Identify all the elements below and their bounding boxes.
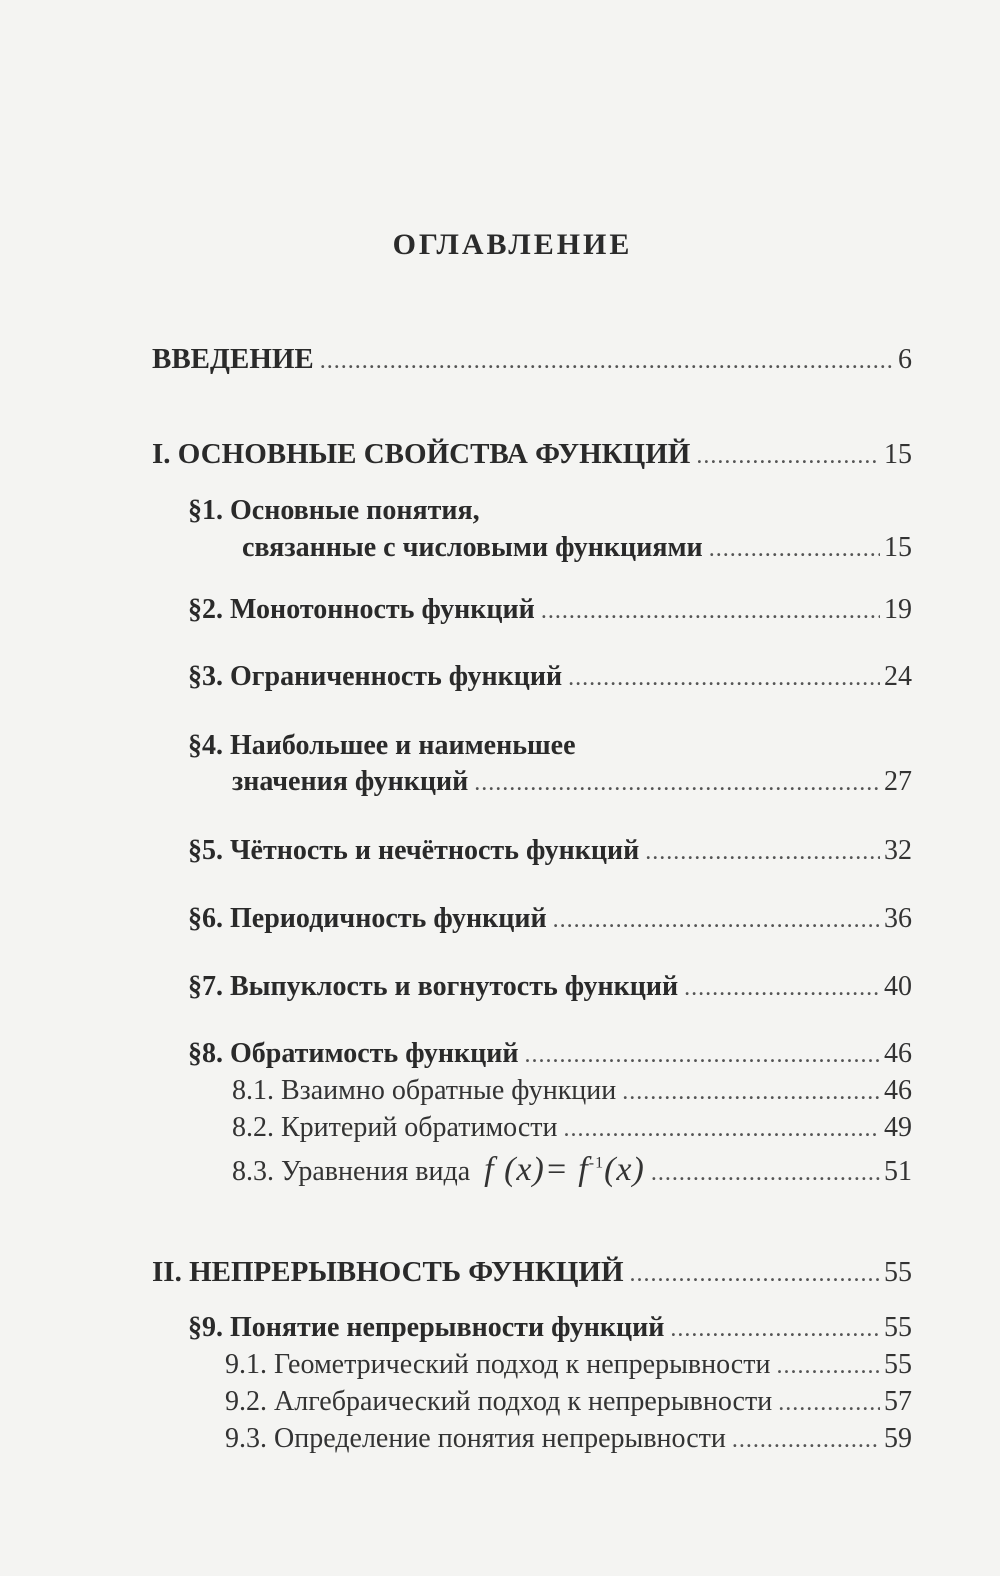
toc-entry-subsection-9-1[interactable] <box>225 1351 912 1379</box>
toc-page-number: 27 <box>884 766 912 797</box>
toc-page-number: 49 <box>884 1112 912 1143</box>
toc-page-number: 59 <box>884 1423 912 1454</box>
dot-leader <box>622 1080 880 1104</box>
toc-entry-title: 9.1. Геометрический подход к непрерывности <box>225 1349 771 1380</box>
toc-entry-title: §5. Чётность и нечётность функций <box>188 835 640 866</box>
toc-page-number: 6 <box>898 344 912 375</box>
toc-entry-title: §8. Обратимость функций <box>188 1038 519 1069</box>
formula <box>484 1153 645 1187</box>
toc-entry-title: 8.2. Критерий обратимости <box>232 1112 558 1143</box>
toc-page-number: 19 <box>884 594 912 625</box>
toc-page-number: 24 <box>884 661 912 692</box>
dot-leader <box>732 1428 880 1452</box>
toc-entry-subsection-8-3[interactable] <box>232 1153 912 1187</box>
toc-page-number: 55 <box>884 1312 912 1343</box>
dot-leader <box>553 908 880 932</box>
toc-entry-title: §3. Ограниченность функций <box>188 661 563 692</box>
dot-leader <box>568 666 880 690</box>
toc-entry-title: §2. Монотонность функций <box>188 594 535 625</box>
dot-leader <box>474 771 880 795</box>
toc-entry-section-3[interactable] <box>188 663 912 691</box>
dot-leader <box>670 1317 880 1341</box>
toc-entry-section-1[interactable] <box>242 534 912 562</box>
dot-leader <box>778 1391 880 1415</box>
toc-page-number: 36 <box>884 903 912 934</box>
toc-entry-chapter-1[interactable] <box>152 440 912 469</box>
toc-entry-title: 9.2. Алгебраический подход к непрерывности <box>225 1386 773 1417</box>
toc-entry-section-2[interactable] <box>188 596 912 624</box>
dot-leader <box>564 1117 880 1141</box>
toc-entry-section-8[interactable] <box>188 1040 912 1068</box>
toc-entry-title: ВВЕДЕНИЕ <box>152 343 314 375</box>
formula-superscript: -1 <box>588 1154 605 1172</box>
toc-page-number: 57 <box>884 1386 912 1417</box>
toc-page-number: 32 <box>884 835 912 866</box>
dot-leader <box>651 1161 880 1185</box>
dot-leader <box>525 1043 880 1067</box>
toc-page-number: 55 <box>884 1257 912 1288</box>
dot-leader <box>776 1354 880 1378</box>
toc-entry-title: 8.3. Уравнения вида <box>232 1156 471 1187</box>
dot-leader <box>696 444 880 468</box>
toc-section-1-title-line1[interactable]: §1. Основные понятия, <box>188 495 480 526</box>
toc-entry-title: значения функций <box>232 766 469 797</box>
dot-leader <box>320 349 894 373</box>
toc-page-number: 46 <box>884 1038 912 1069</box>
toc-entry-chapter-2[interactable] <box>152 1258 912 1287</box>
toc-page-number: 55 <box>884 1349 912 1380</box>
formula-left: f (x)= f <box>484 1151 589 1188</box>
toc-entry-section-7[interactable] <box>188 973 912 1001</box>
toc-page-number: 15 <box>884 439 912 470</box>
toc-entry-title: 9.3. Определение понятия непрерывности <box>225 1423 726 1454</box>
toc-entry-title: §9. Понятие непрерывности функций <box>188 1312 665 1343</box>
toc-entry-title: I. ОСНОВНЫЕ СВОЙСТВА ФУНКЦИЙ <box>152 438 691 470</box>
toc-section-4-title-line1[interactable]: §4. Наибольшее и наименьшее <box>188 730 576 761</box>
dot-leader <box>709 537 880 561</box>
toc-entry-section-4[interactable] <box>232 768 912 796</box>
toc-entry-section-6[interactable] <box>188 905 912 933</box>
toc-entry-introduction[interactable] <box>152 345 912 374</box>
formula-right: (x) <box>604 1151 645 1188</box>
toc-entry-subsection-8-1[interactable] <box>232 1077 912 1105</box>
toc-page-number: 40 <box>884 971 912 1002</box>
toc-page-number: 15 <box>884 532 912 563</box>
dot-leader <box>645 840 880 864</box>
toc-entry-title: II. НЕПРЕРЫВНОСТЬ ФУНКЦИЙ <box>152 1256 624 1288</box>
toc-entry-title: связанные с числовыми функциями <box>242 532 703 563</box>
toc-page-number: 46 <box>884 1075 912 1106</box>
toc-entry-subsection-8-2[interactable] <box>232 1114 912 1142</box>
dot-leader <box>541 599 880 623</box>
page-title: ОГЛАВЛЕНИЕ <box>392 228 633 261</box>
dot-leader <box>630 1262 880 1286</box>
toc-entry-subsection-9-2[interactable] <box>225 1388 912 1416</box>
toc-entry-title: §7. Выпуклость и вогнутость функций <box>188 971 679 1002</box>
dot-leader <box>684 976 880 1000</box>
toc-entry-title: §6. Периодичность функций <box>188 903 547 934</box>
toc-entry-section-5[interactable] <box>188 837 912 865</box>
toc-page-number: 51 <box>884 1156 912 1187</box>
toc-entry-subsection-9-3[interactable] <box>225 1425 912 1453</box>
toc-entry-section-9[interactable] <box>188 1314 912 1342</box>
toc-entry-title: 8.1. Взаимно обратные функции <box>232 1075 617 1106</box>
